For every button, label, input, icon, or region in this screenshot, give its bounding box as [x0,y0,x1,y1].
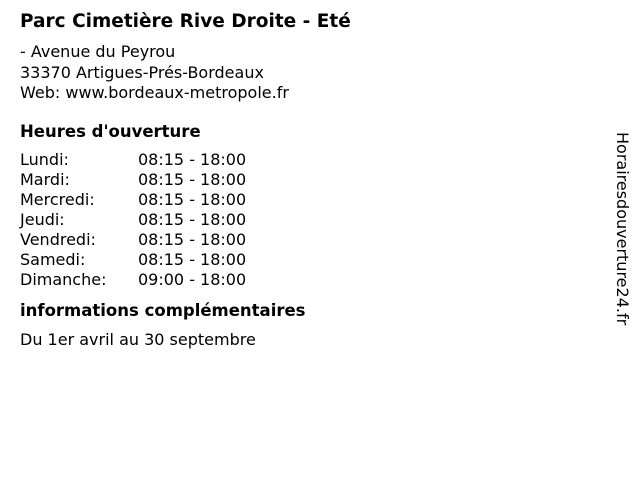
time-range: 08:15 - 18:00 [138,209,247,229]
hours-row-tuesday [20,170,600,190]
address-city: 33370 Artigues-Prés-Bordeaux [20,62,264,82]
site-watermark: Horairesdouverture24.fr [613,132,632,326]
time-range: 09:00 - 18:00 [138,269,247,289]
address-street: - Avenue du Peyrou [20,42,176,61]
opening-hours-table [20,150,600,290]
hours-heading: Heures d'ouverture [20,121,201,141]
time-range: 08:15 - 18:00 [138,249,247,269]
day-label: Samedi: [20,249,86,269]
time-range: 08:15 - 18:00 [138,149,247,169]
day-label: Dimanche: [20,269,107,289]
time-range: 08:15 - 18:00 [138,229,247,249]
time-range: 08:15 - 18:00 [138,169,247,189]
info-text: Du 1er avril au 30 septembre [20,329,256,349]
day-label: Mercredi: [20,189,95,209]
info-heading: informations complémentaires [20,300,306,320]
place-details [20,9,600,350]
hours-row-monday [20,150,600,170]
day-label: Mardi: [20,169,70,189]
address-block [20,42,600,104]
day-label: Lundi: [20,149,69,169]
day-label: Vendredi: [20,229,96,249]
website-link[interactable]: Web: www.bordeaux-metropole.fr [20,83,289,102]
hours-row-sunday [20,270,600,290]
hours-row-saturday [20,250,600,270]
page-title: Parc Cimetière Rive Droite - Eté [20,11,351,32]
day-label: Jeudi: [20,209,65,229]
time-range: 08:15 - 18:00 [138,189,247,209]
hours-row-thursday [20,210,600,230]
hours-row-wednesday [20,190,600,210]
hours-row-friday [20,230,600,250]
